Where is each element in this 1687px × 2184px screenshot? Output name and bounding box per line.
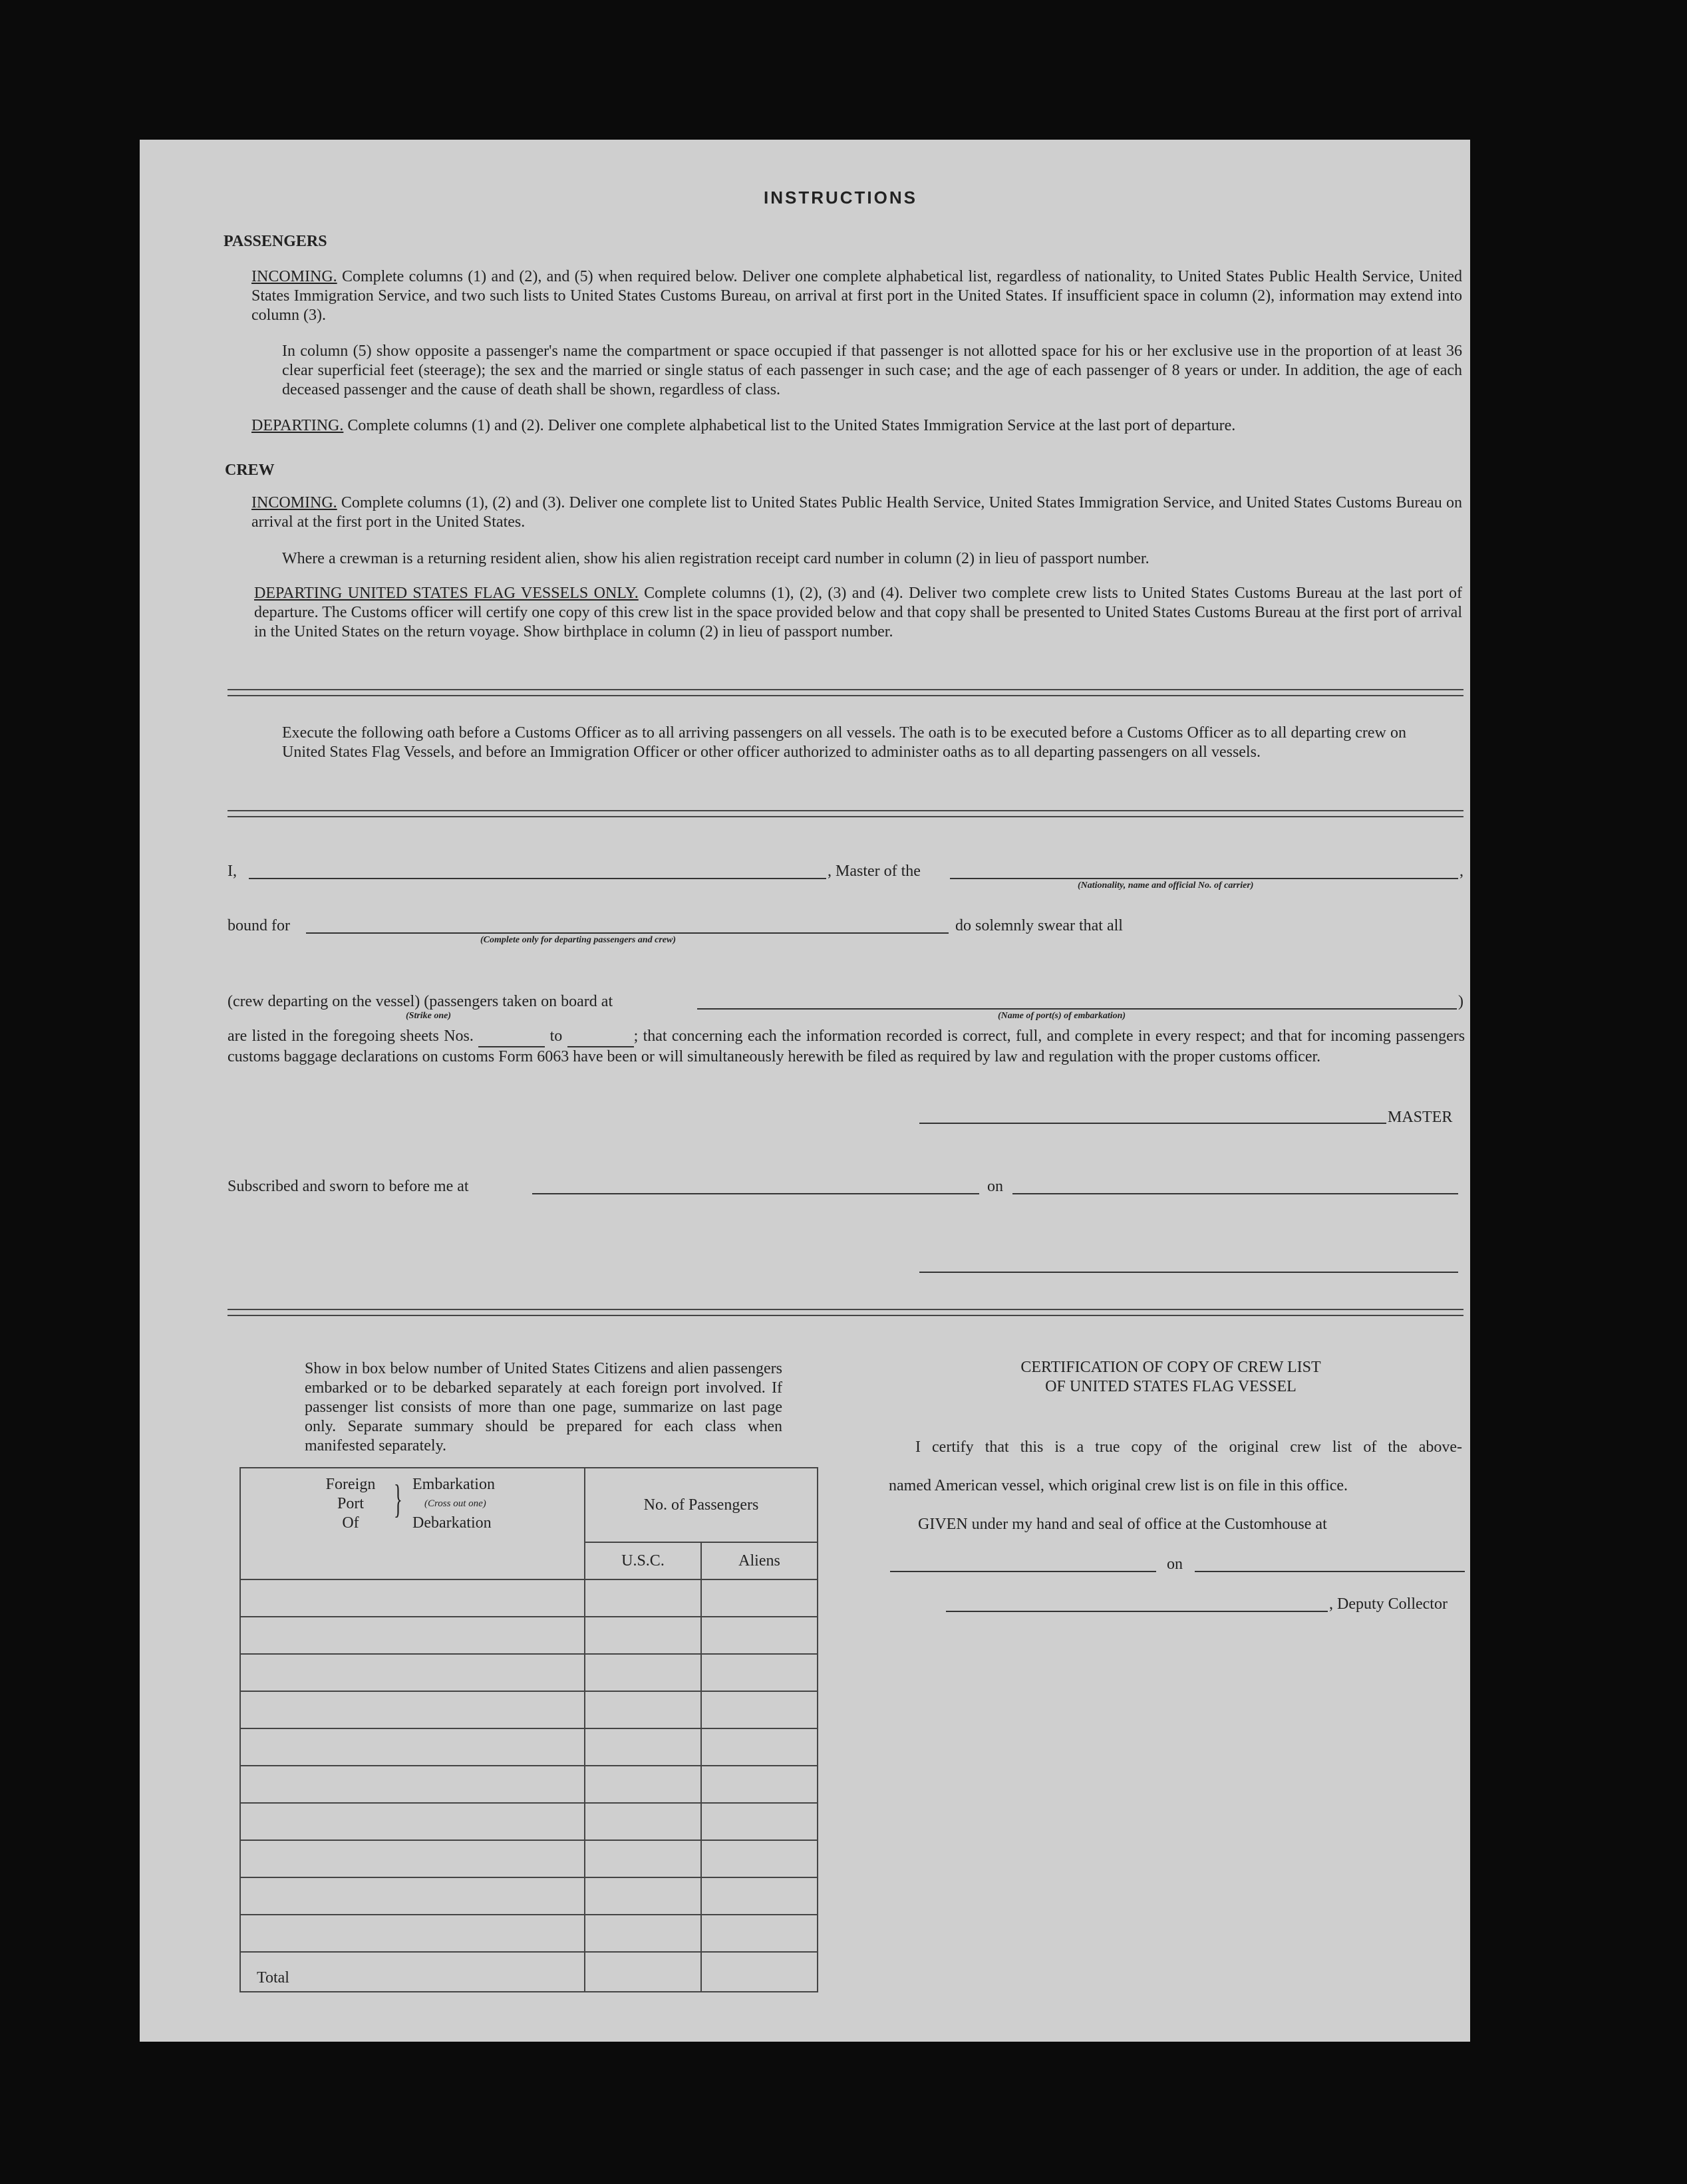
usc-cell[interactable] (585, 1691, 701, 1728)
listed-c: and that for incoming passengers customs baggage declarations on customs Form 6063 have been or will simultaneously herewith be filed as required by law and regulation with the proper customs officer. (228, 1027, 1465, 1065)
certification-line-3: GIVEN under my hand and seal of office at the Customhouse at (918, 1516, 1327, 1533)
crew-incoming-label: INCOMING. (251, 494, 337, 511)
usc-cell[interactable] (585, 1579, 701, 1617)
embarkation-port-field[interactable] (697, 1008, 1457, 1010)
strike-caption: (Strike one) (406, 1011, 452, 1021)
crew-incoming (251, 493, 1462, 532)
listed-to: to (549, 1027, 563, 1045)
usc-cell[interactable] (585, 1617, 701, 1654)
crew-departing (254, 584, 1462, 642)
embarkation-label: Embarkation (412, 1476, 495, 1493)
certification-on-label: on (1167, 1556, 1183, 1573)
passengers-incoming-label: INCOMING. (251, 268, 337, 285)
deputy-signature-field[interactable] (946, 1611, 1328, 1612)
bound-for-field[interactable] (306, 932, 949, 934)
table-row (240, 1654, 818, 1691)
sworn-on-label: on (987, 1178, 1003, 1195)
port-cell[interactable] (240, 1915, 585, 1952)
usc-cell[interactable] (585, 1840, 701, 1877)
certification-line-1: I certify that this is a true copy of the original crew list of the above- (915, 1438, 1462, 1456)
table-row (240, 1579, 818, 1617)
crew-departing-label: DEPARTING UNITED STATES FLAG VESSELS ONLY. (254, 585, 639, 602)
summary-instructions: Show in box below number of United States Citizens and alien passengers embarked or to be debarked separately at each foreign port involved. If passenger list consists of more than one page, summarize on last page only. Separate summary should be prepared for each class when manifested separately. (305, 1360, 782, 1454)
usc-cell[interactable] (585, 1877, 701, 1915)
total-label: Total (240, 1952, 585, 1992)
sheet-from-field[interactable] (478, 1027, 545, 1047)
master-label: MASTER (1388, 1109, 1453, 1126)
port-cell[interactable] (240, 1654, 585, 1691)
section-divider (228, 1309, 1463, 1316)
passengers-incoming (251, 267, 1462, 325)
table-row (240, 1728, 818, 1766)
table-row (240, 1766, 818, 1803)
total-row (240, 1952, 818, 1992)
table-row (240, 1803, 818, 1840)
customhouse-field[interactable] (890, 1571, 1156, 1572)
aliens-cell[interactable] (701, 1691, 818, 1728)
table-row (240, 1840, 818, 1877)
nationality-caption: (Nationality, name and official No. of carrier) (1078, 881, 1254, 890)
usc-total-cell[interactable] (585, 1952, 701, 1992)
crew-incoming-text: Complete columns (1), (2) and (3). Deliver one complete list to United States Public Health Service, United States Immigration Service, and United States Customs Bureau on arrival at the first port in the United States. (251, 494, 1463, 531)
aliens-cell[interactable] (701, 1803, 818, 1840)
port-header-cell (240, 1468, 585, 1579)
aliens-total-cell[interactable] (701, 1952, 818, 1992)
usc-cell[interactable] (585, 1766, 701, 1803)
crew-passengers-label: (crew departing on the vessel) (passengers taken on board at (228, 993, 613, 1010)
cross-out-caption: (Cross out one) (424, 1498, 486, 1509)
table-row (240, 1877, 818, 1915)
sworn-date-field[interactable] (1012, 1193, 1458, 1194)
port-cell[interactable] (240, 1803, 585, 1840)
certification-line-2: named American vessel, which original crew list is on file in this office. (889, 1477, 1348, 1494)
oath-instructions: Execute the following oath before a Customs Officer as to all arriving passengers on all vessels. The oath is to be executed before a Customs Officer as to all departing crew on United States Flag Vessels, and before an Immigration Officer or other officer authorized to administer oaths as to all departing passengers on all vessels. (282, 724, 1406, 761)
brace-icon: } (393, 1477, 402, 1521)
debarkation-label: Debarkation (412, 1514, 492, 1532)
passengers-incoming-text: Complete columns (1) and (2), and (5) when required below. Deliver one complete alphabetical list, regardless of nationality, to United States Public Health Service, United States Immigration Service, and two such lists to United States Customs Bureau, on arrival at first port in the United States. If insufficient space in column (2), information may extend into column (3). (251, 268, 1462, 324)
of-label: Of (342, 1514, 359, 1532)
port-cell[interactable] (240, 1766, 585, 1803)
port-cell[interactable] (240, 1617, 585, 1654)
sheet-to-field[interactable] (567, 1027, 634, 1047)
master-of-label: , Master of the (828, 863, 921, 880)
master-name-field[interactable] (249, 878, 826, 879)
swear-label: do solemnly swear that all (955, 917, 1123, 934)
sworn-place-field[interactable] (532, 1193, 979, 1194)
close-paren: ) (1458, 993, 1463, 1010)
aliens-cell[interactable] (701, 1766, 818, 1803)
port-cell[interactable] (240, 1691, 585, 1728)
foreign-label: Foreign (325, 1476, 376, 1493)
aliens-header: Aliens (701, 1542, 818, 1579)
aliens-cell[interactable] (701, 1877, 818, 1915)
comma: , (1459, 863, 1463, 880)
passengers-heading: PASSENGERS (224, 233, 327, 250)
aliens-cell[interactable] (701, 1654, 818, 1691)
aliens-cell[interactable] (701, 1579, 818, 1617)
carrier-field[interactable] (950, 878, 1458, 879)
form-page (140, 140, 1470, 2042)
certification-date-field[interactable] (1195, 1571, 1465, 1572)
passenger-summary-table (239, 1467, 818, 1992)
subscribed-label: Subscribed and sworn to before me at (228, 1178, 469, 1195)
passengers-departing-text: Complete columns (1) and (2). Deliver one complete alphabetical list to the United States Immigration Service at the last port of departure. (347, 417, 1236, 434)
aliens-cell[interactable] (701, 1915, 818, 1952)
bound-for-label: bound for (228, 917, 290, 934)
complete-caption: (Complete only for departing passengers and crew) (480, 935, 676, 945)
certification-title-2: OF UNITED STATES FLAG VESSEL (1045, 1378, 1297, 1395)
aliens-cell[interactable] (701, 1617, 818, 1654)
page-title: INSTRUCTIONS (764, 188, 917, 207)
listed-b: ; that concerning each the information recorded is correct, full, and complete in every respect; (633, 1027, 1246, 1045)
passengers-departing (251, 416, 1462, 436)
port-cell[interactable] (240, 1579, 585, 1617)
section-divider (228, 810, 1463, 817)
passengers-departing-label: DEPARTING. (251, 417, 344, 434)
no-passengers-header: No. of Passengers (585, 1468, 818, 1542)
officer-signature-field[interactable] (919, 1272, 1458, 1273)
port-cell[interactable] (240, 1877, 585, 1915)
usc-cell[interactable] (585, 1915, 701, 1952)
certification-title (885, 1358, 1457, 1397)
deputy-collector-label: , Deputy Collector (1329, 1595, 1448, 1613)
usc-header: U.S.C. (585, 1542, 701, 1579)
crew-departing-text: Complete columns (1), (2), (3) and (4). Deliver two complete crew lists to United States Customs Bureau at the last port of departure. The Customs officer will certify one copy of this crew list in the space provided below and that copy shall be presented to United States Customs Bureau at the first port of arrival in the United States on the return voyage. Show birthplace in column (2) in lieu of passport number. (254, 585, 1463, 640)
certification-title-1: CERTIFICATION OF COPY OF CREW LIST (1020, 1359, 1321, 1376)
port-cell[interactable] (240, 1840, 585, 1877)
aliens-cell[interactable] (701, 1840, 818, 1877)
table-row (240, 1691, 818, 1728)
passengers-column5-text: In column (5) show opposite a passenger's name the compartment or space occupied if that passenger is not allotted space for his or her exclusive use in the proportion of at least 36 clear superficial feet (steerage); the sex and the married or single status of each passenger in such case; and the age of each passenger of 8 years or under. In addition, the age of each deceased passenger and the cause of death shall be shown, regardless of class. (282, 342, 1462, 398)
port-caption: (Name of port(s) of embarkation) (998, 1011, 1126, 1021)
usc-cell[interactable] (585, 1728, 701, 1766)
table-row (240, 1617, 818, 1654)
master-signature-field[interactable] (919, 1123, 1386, 1124)
port-label: Port (337, 1495, 364, 1512)
crew-heading: CREW (225, 462, 275, 479)
section-divider (228, 689, 1463, 696)
table-row (240, 1915, 818, 1952)
listed-a: are listed in the foregoing sheets Nos. (228, 1027, 474, 1045)
port-cell[interactable] (240, 1728, 585, 1766)
aliens-cell[interactable] (701, 1728, 818, 1766)
usc-cell[interactable] (585, 1803, 701, 1840)
crew-resident-text: Where a crewman is a returning resident alien, show his alien registration receipt card number in column (2) in lieu of passport number. (282, 550, 1150, 567)
oath-i-label: I, (228, 863, 237, 880)
usc-cell[interactable] (585, 1654, 701, 1691)
oath-listed (228, 1027, 1465, 1067)
